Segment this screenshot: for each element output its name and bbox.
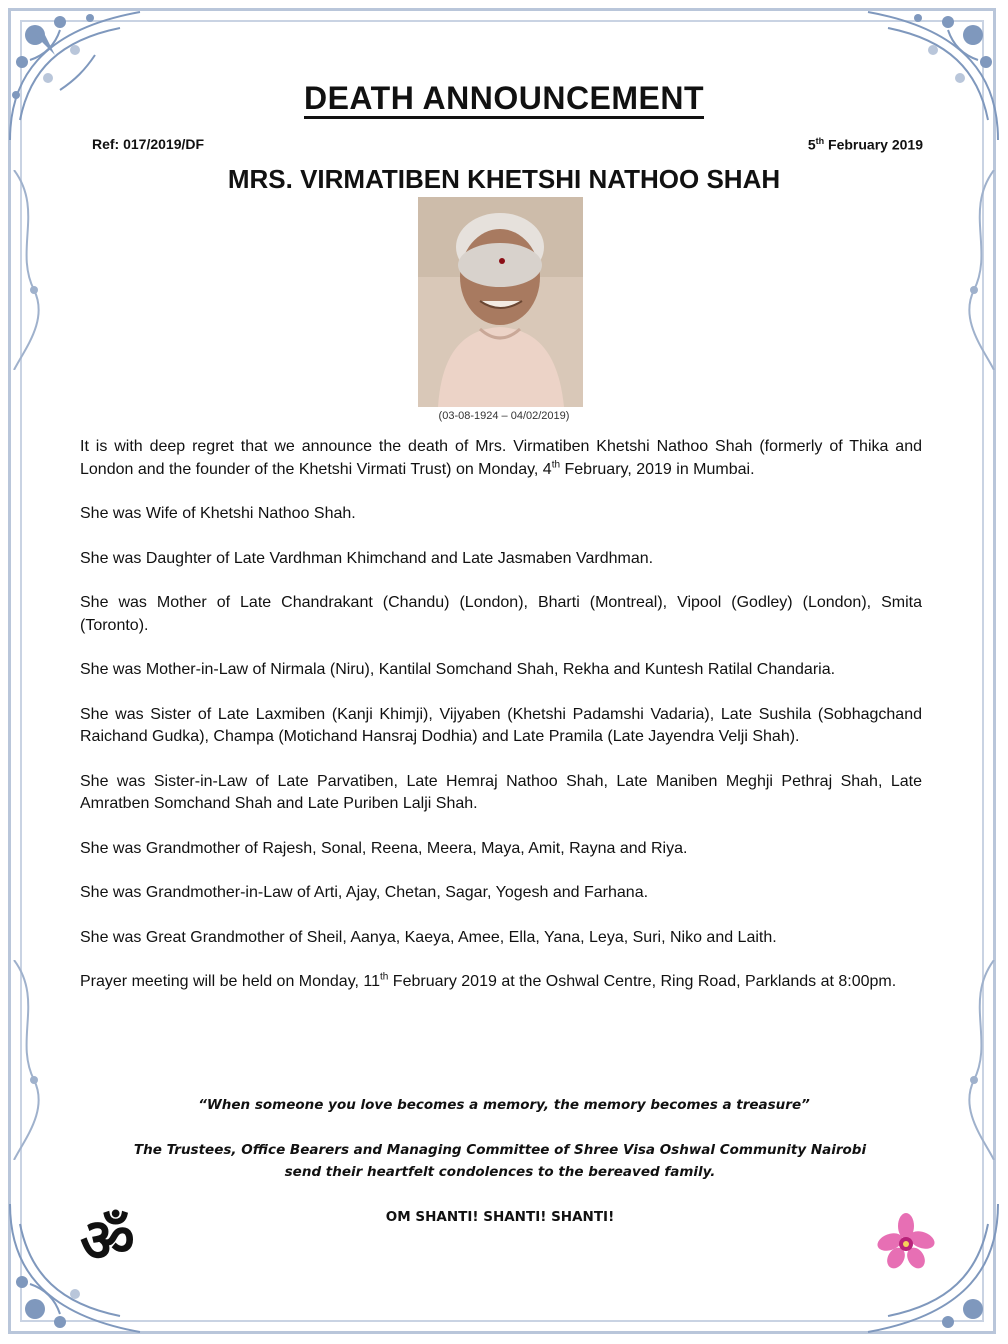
floral-corner-ornament-icon [858, 0, 1008, 150]
reference-number: Ref: 017/2019/DF [92, 136, 205, 152]
announcement-date: 5th February 2019 [807, 136, 923, 153]
closing-prayer: OM SHANTI! SHANTI! SHANTI! [385, 1209, 615, 1225]
floral-corner-ornament-icon [0, 0, 150, 150]
announcement-body [80, 436, 922, 1016]
paragraph-sister: She was Sister of Late Laxmiben (Kanji Khimji), Vijyaben (Khetshi Padamshi Vadaria), Late Sushila (Sobhagchand Raichand Gudka), Champa (Motichand Hansraj Dodhia) and Late Pramila (Late Jayendra Velji Shah). [80, 705, 922, 745]
side-scroll-ornament-icon [4, 960, 64, 1160]
condolence-line: The Trustees, Office Bearers and Managing Committee of Shree Visa Oshwal Community Nairobi [133, 1142, 867, 1158]
orchid-flower-icon [876, 1212, 936, 1272]
side-scroll-ornament-icon [944, 170, 1004, 370]
paragraph-sister-in-law: She was Sister-in-Law of Late Parvatiben, Late Hemraj Nathoo Shah, Late Maniben Meghji Pethraj Shah, Late Amratben Somchand Shah and Late Puriben Lalji Shah. [80, 772, 922, 812]
om-symbol-icon: ॐ [80, 1206, 135, 1276]
portrait-photo [418, 197, 583, 407]
paragraph-mother: She was Mother of Late Chandrakant (Chandu) (London), Bharti (Montreal), Vipool (Godley) (London), Smita (Toronto). [80, 594, 922, 634]
paragraph-wife: She was Wife of Khetshi Nathoo Shah. [80, 505, 356, 522]
memorial-quote: “When someone you love becomes a memory, the memory becomes a treasure” [198, 1097, 810, 1113]
life-dates: (03-08-1924 – 04/02/2019) [438, 410, 570, 422]
side-scroll-ornament-icon [4, 170, 64, 370]
side-scroll-ornament-icon [944, 960, 1004, 1160]
paragraph-mother-in-law: She was Mother-in-Law of Nirmala (Niru), Kantilal Somchand Shah, Rekha and Kuntesh Ratilal Chandaria. [80, 661, 836, 678]
paragraph-prayer-meeting: Prayer meeting will be held on Monday, 11th February 2019 at the Oshwal Centre, Ring Road, Parklands at 8:00pm. [80, 971, 897, 990]
condolence-line: send their heartfelt condolences to the bereaved family. [284, 1164, 716, 1180]
deceased-name: MRS. VIRMATIBEN KHETSHI NATHOO SHAH [227, 164, 781, 194]
paragraph-grandmother-in-law: She was Grandmother-in-Law of Arti, Ajay, Chetan, Sagar, Yogesh and Farhana. [80, 884, 649, 901]
portrait-photo-icon [418, 197, 583, 407]
paragraph-great-grandmother: She was Great Grandmother of Sheil, Aanya, Kaeya, Amee, Ella, Yana, Leya, Suri, Niko and Laith. [80, 928, 777, 946]
condolence-message [0, 1139, 1000, 1183]
paragraph-grandmother: She was Grandmother of Rajesh, Sonal, Reena, Meera, Maya, Amit, Rayna and Riya. [80, 839, 688, 857]
paragraph-daughter: She was Daughter of Late Vardhman Khimchand and Late Jasmaben Vardhman. [80, 549, 654, 567]
page-title: DEATH ANNOUNCEMENT [0, 80, 1008, 117]
paragraph-announcement: It is with deep regret that we announce the death of Mrs. Virmatiben Khetshi Nathoo Shah (formerly of Thika and London and the founder of the Khetshi Virmati Trust) on Monday, 4th February, 2019 in Mumbai. [80, 438, 922, 478]
